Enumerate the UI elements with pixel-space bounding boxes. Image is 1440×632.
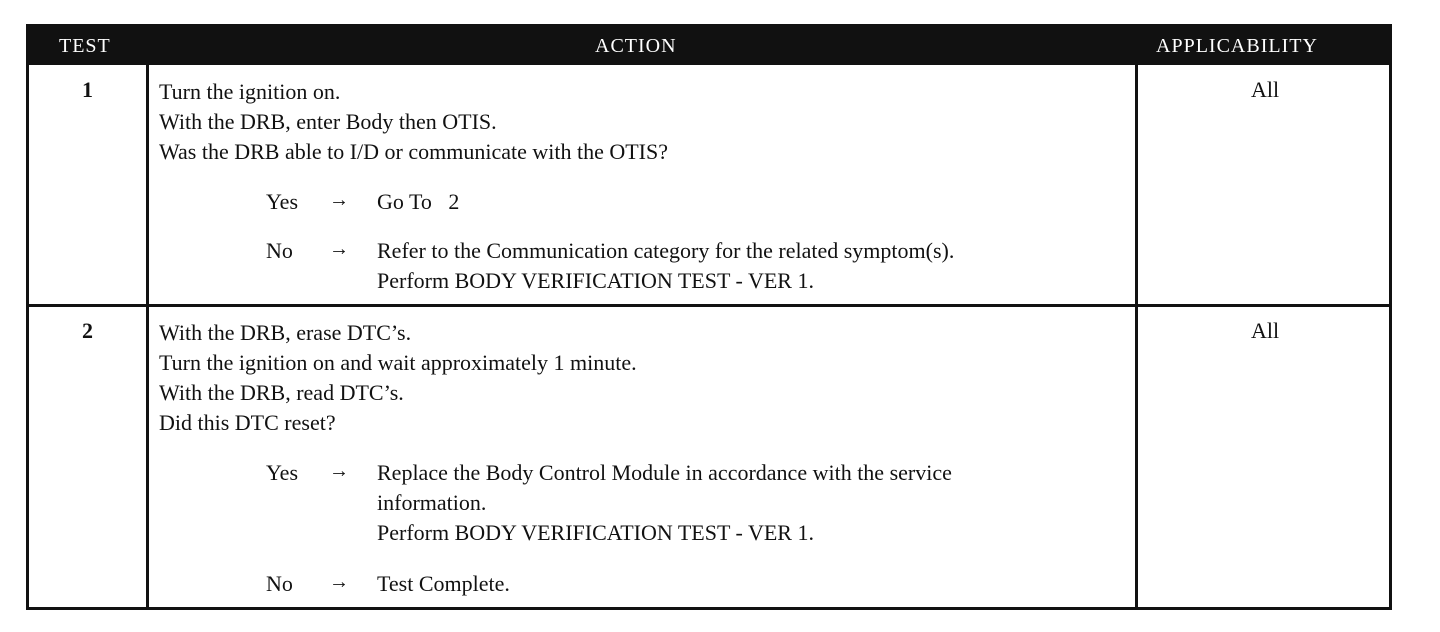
row-divider	[29, 304, 1389, 307]
row-1-yes-label: Yes	[266, 189, 299, 214]
row-1-no-label: No	[266, 238, 293, 263]
header-applicability: APPLICABILITY	[1156, 35, 1318, 57]
header-test: TEST	[59, 35, 111, 57]
arrow-icon: →	[329, 571, 349, 593]
row-2-line-4: Did this DTC reset?	[159, 410, 336, 435]
row-2-test-number: 2	[82, 318, 93, 343]
row-2-applicability: All	[1250, 318, 1280, 343]
row-1-applicability: All	[1250, 77, 1280, 102]
row-2-no-text: Test Complete.	[377, 571, 510, 596]
row-1-no-text-2: Perform BODY VERIFICATION TEST - VER 1.	[377, 268, 814, 293]
row-1-line-2: With the DRB, enter Body then OTIS.	[159, 109, 497, 134]
row-1-no-text-1: Refer to the Communication category for the related symptom(s).	[377, 238, 955, 263]
diagnostic-table	[26, 24, 1392, 610]
row-2-no-label: No	[266, 571, 293, 596]
row-1-line-1: Turn the ignition on.	[159, 79, 341, 104]
row-1-line-3: Was the DRB able to I/D or communicate with the OTIS?	[159, 139, 668, 164]
row-1-test-number: 1	[82, 77, 93, 102]
arrow-icon: →	[329, 460, 349, 482]
row-2-line-1: With the DRB, erase DTC’s.	[159, 320, 412, 345]
row-2-line-2: Turn the ignition on and wait approximately 1 minute.	[159, 350, 637, 375]
row-2-yes-text-3: Perform BODY VERIFICATION TEST - VER 1.	[377, 520, 814, 545]
row-2-yes-text-1: Replace the Body Control Module in accordance with the service	[377, 460, 952, 485]
table-header	[29, 27, 1389, 65]
column-divider	[146, 65, 149, 607]
row-1-yes-text: Go To 2	[377, 189, 460, 214]
arrow-icon: →	[329, 189, 349, 211]
row-2-yes-text-2: information.	[377, 490, 487, 515]
header-action: ACTION	[595, 35, 677, 57]
arrow-icon: →	[329, 238, 349, 260]
row-2-yes-label: Yes	[266, 460, 299, 485]
row-2-line-3: With the DRB, read DTC’s.	[159, 380, 404, 405]
